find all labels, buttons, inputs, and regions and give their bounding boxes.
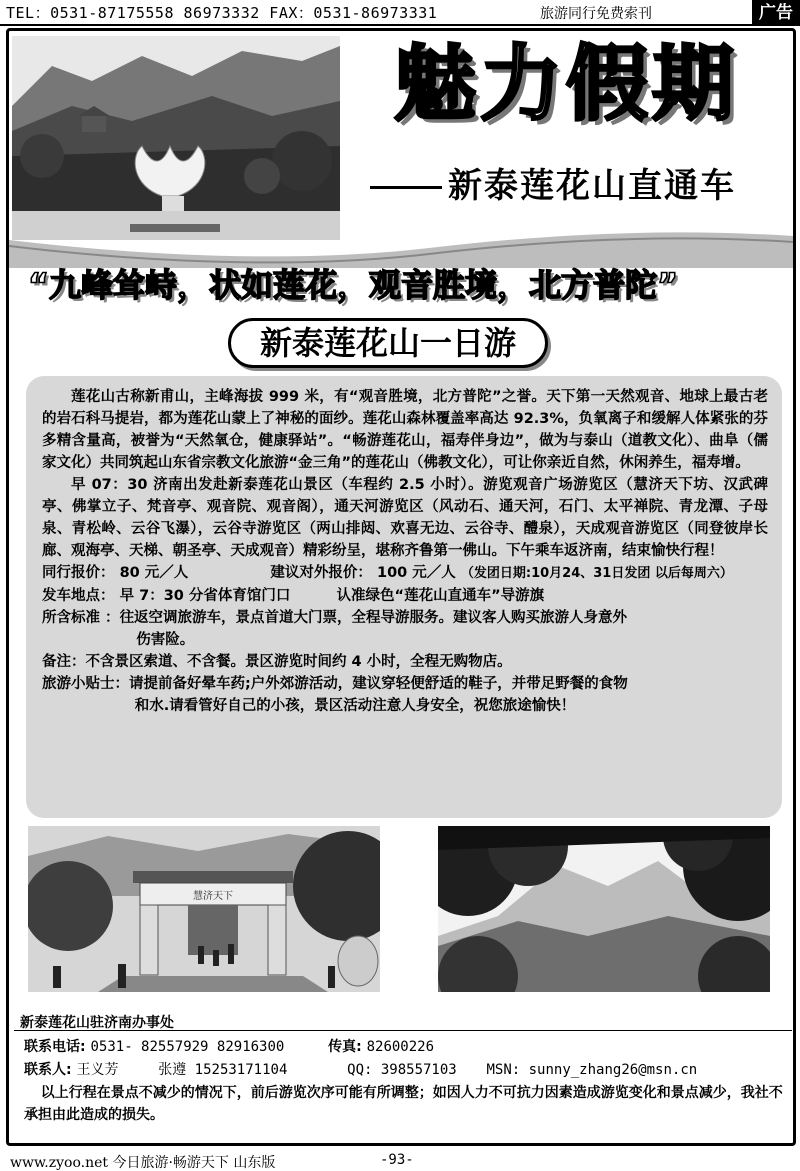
office-name: 新泰莲花山驻济南办事处: [20, 1015, 174, 1031]
tips-row: [42, 673, 768, 695]
tour-info-box: [26, 376, 782, 818]
phone-numbers: 0531- 82557929 82916300: [90, 1039, 285, 1055]
top-bar: [0, 0, 800, 26]
misty-mountain-photo: [438, 826, 770, 992]
tour-name-badge: 新泰莲花山一日游: [228, 318, 548, 368]
standards-row: [42, 607, 768, 629]
flag-note: 认准绿色“莲花山直通车”导游旗: [336, 588, 545, 604]
main-title: 魅力假期: [393, 37, 738, 132]
retail-price-label: 建议对外报价：: [270, 565, 372, 581]
subtitle-text: 新泰莲花山直通车: [448, 166, 736, 206]
ad-label: 广告: [752, 0, 800, 26]
price-row: [42, 562, 768, 585]
footer-site[interactable]: www.zyoo.net 今日旅游·畅游天下 山东版: [10, 1155, 276, 1171]
departure-dates: （发团日期:10月24、31日发团 以后每周六）: [460, 566, 733, 581]
lotus-square-photo: [12, 36, 340, 240]
subtitle: [370, 158, 736, 207]
remarks: 备注：不含景区索道、不含餐。景区游览时间约 4 小时，全程无购物店。: [42, 654, 512, 670]
peer-price-label: 同行报价：: [42, 565, 115, 581]
tips-line1: 请提前备好晕车药;户外郊游活动，建议穿轻便舒适的鞋子，并带足野餐的食物: [129, 676, 628, 692]
footer: [0, 1148, 800, 1171]
temple-gate-photo: [28, 826, 380, 992]
tips-line2: 和水.请看管好自己的小孩，景区活动注意人身安全，祝您旅途愉快！: [134, 698, 576, 714]
standards-line2: 伤害险。: [136, 632, 195, 648]
retail-price: 100 元／人: [376, 565, 456, 581]
tel-fax-line: TEL：0531-87175558 86973332 FAX：0531-86973331: [6, 4, 438, 22]
peer-price: 80 元／人: [119, 565, 189, 581]
contact-person-1: 王义芳: [76, 1062, 119, 1078]
msn-address[interactable]: MSN: sunny_zhang26@msn.cn: [486, 1062, 698, 1078]
disclaimer: 以上行程在景点不减少的情况下，前后游览次序可能有所调整；如因人力不可抗力因素造成游览变化和景点减少，我社不承担由此造成的损失。: [24, 1085, 783, 1123]
tips-label: 旅游小贴士：: [42, 676, 129, 692]
contact-person-2: 张遵 15253171104: [158, 1062, 288, 1078]
intro-paragraph: 莲花山古称新甫山，主峰海拔 999 米，有“观音胜境，北方普陀”之誉。天下第一天然观音、地球上最古老的岩石科马提岩，都为莲花山蒙上了神秘的面纱。莲花山森林覆盖率高达 92.3%，负氧离子和缓解人体紧张的芬多精含量高，被誉为“天然氧仓，健康驿站”。“畅游莲花山，福寿伴身边”，做为与泰山（道教文化）、曲阜（儒家文化）共同筑起山东省宗教文化旅游“金三角”的莲花山（佛教文化），可让你亲近自然，休闲养生，福寿增。: [42, 389, 768, 471]
contact-phone-row: [24, 1036, 434, 1056]
gate-sign-text: 慧济天下: [193, 891, 233, 902]
page-number: -93-: [380, 1152, 414, 1168]
contact-divider: [14, 1030, 792, 1031]
standards-label: 所含标准 ：: [42, 610, 120, 626]
slogan: “九峰耸峙，状如莲花，观音胜境，北方普陀”: [28, 266, 679, 304]
pickup-label: 发车地点：: [42, 588, 115, 604]
fax-label: 传真:: [328, 1039, 362, 1055]
itinerary-paragraph: 早 07：30 济南出发赴新泰莲花山景区（车程约 2.5 小时）。游览观音广场游览区（慧济天下坊、汉武碑亭、佛掌立子、梵音亭、观音院、观音阁），通天河游览区（风动石、通天河，石门、太平禅院、青龙潭、子母泉、青松岭、云谷飞瀑），云谷寺游览区（两山排闼、欢喜无边、云谷寺、醴泉），天成观音游览区（同登彼岸长廊、观海亭、天梯、朝圣亭、天成观音）精彩纷呈，堪称齐鲁第一佛山。下午乘车返济南，结束愉快行程！: [42, 477, 768, 559]
subtitle-dash: [370, 186, 442, 189]
phone-label: 联系电话:: [24, 1039, 86, 1055]
magazine-tagline: 旅游同行免费索刊: [540, 6, 652, 22]
fax-number: 82600226: [366, 1039, 435, 1055]
standards-line1: 往返空调旅游车，景点首道大门票，全程导游服务。建议客人购买旅游人身意外: [119, 610, 628, 626]
qq-number[interactable]: QQ: 398557103: [347, 1062, 457, 1078]
pickup-value: 早 7：30 分省体育馆门口: [119, 588, 291, 604]
pickup-row: [42, 585, 768, 607]
contact-person-row: [24, 1059, 697, 1079]
person-label: 联系人:: [24, 1062, 72, 1078]
